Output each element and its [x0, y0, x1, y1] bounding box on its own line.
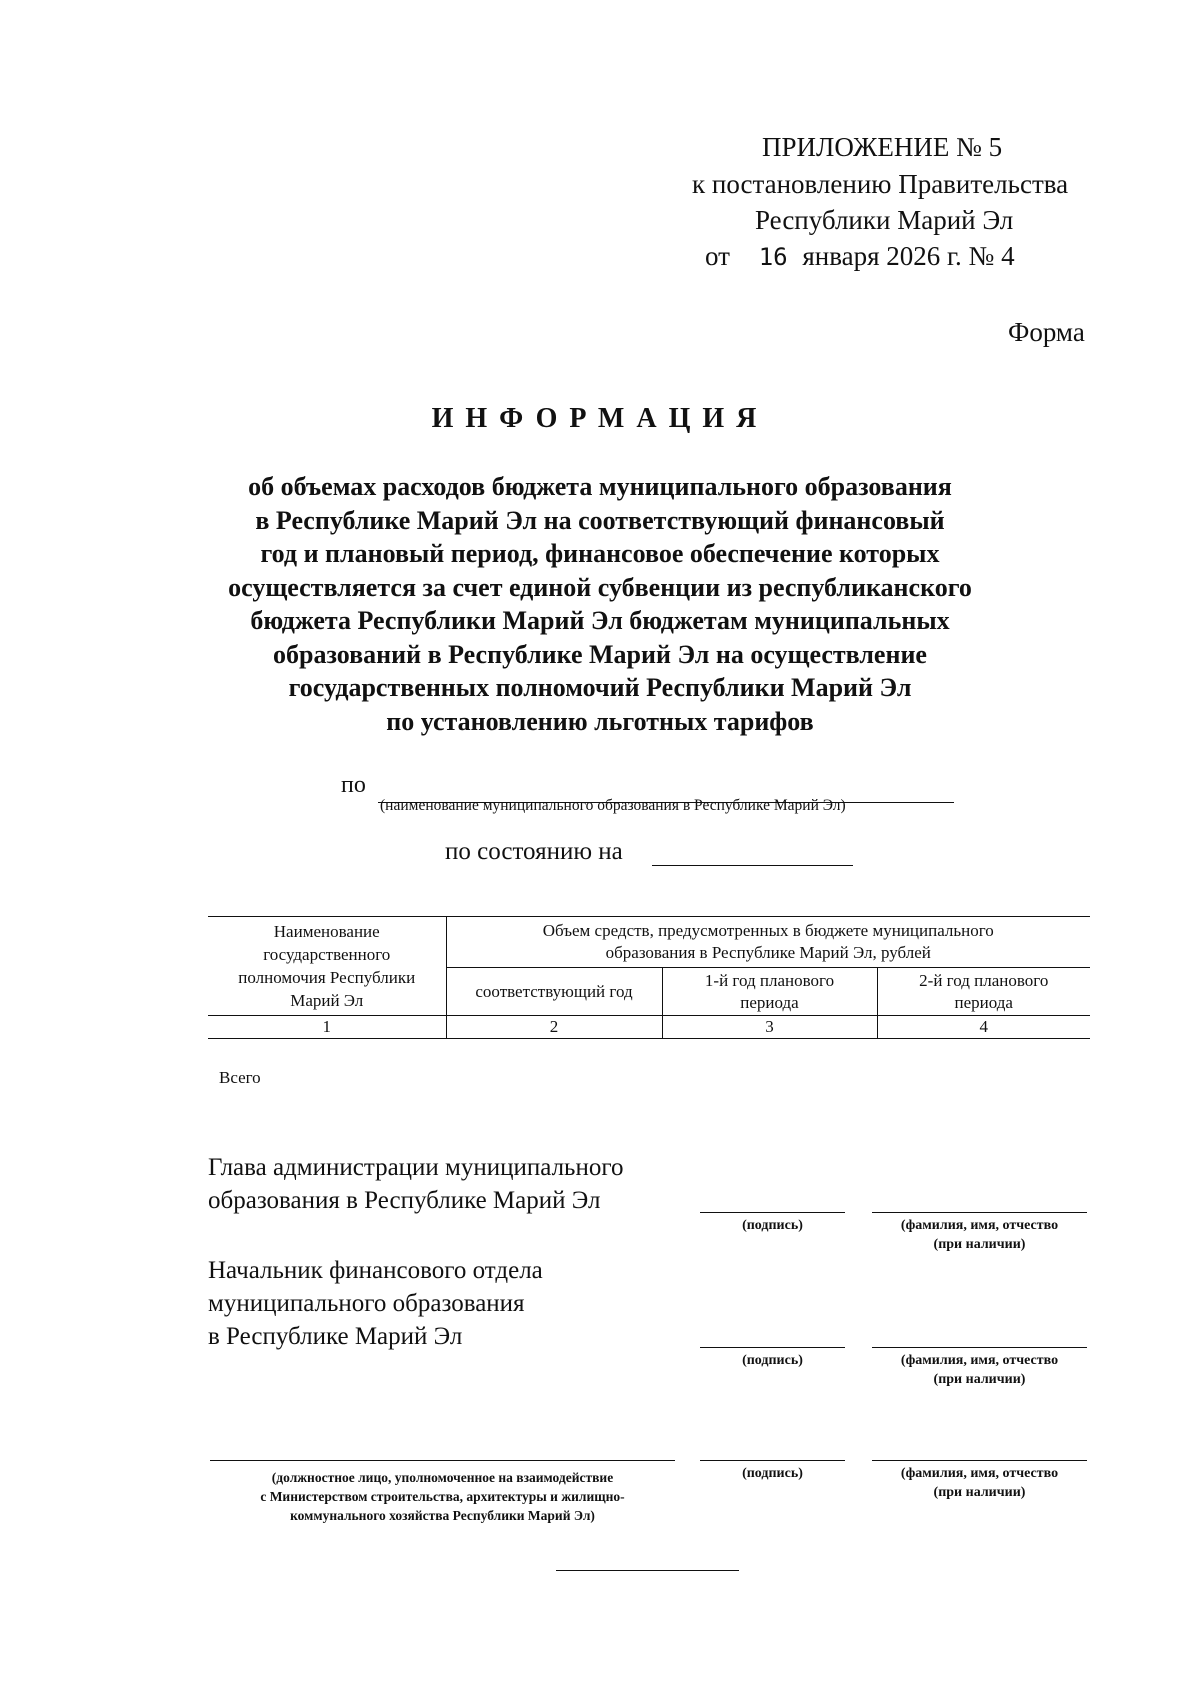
- role-line: Начальник финансового отдела: [208, 1257, 543, 1284]
- role-line: муниципального образования: [208, 1290, 525, 1317]
- finance-role: [208, 1254, 543, 1353]
- finance-name-caption: [872, 1351, 1087, 1389]
- column-number: 1: [208, 1016, 446, 1039]
- head-signature-line[interactable]: [700, 1212, 845, 1213]
- total-label: Всего: [219, 1068, 261, 1087]
- header-planning-year-2: [877, 968, 1090, 1016]
- official-position-caption: [210, 1468, 675, 1525]
- official-signature-caption: (подпись): [742, 1466, 803, 1481]
- finance-signature-caption: (подпись): [742, 1353, 803, 1368]
- decree-date: [705, 237, 1015, 276]
- sub-header-line: соответствующий год: [475, 981, 633, 1001]
- decree-reference: к постановлению Правительства: [692, 169, 1069, 199]
- col1-header-line: Марий Эл: [290, 991, 364, 1010]
- header-current-year: [446, 968, 662, 1016]
- head-role: [208, 1151, 623, 1217]
- subtitle-line: год и плановый период, финансовое обеспечение которых: [260, 539, 940, 568]
- funds-group-header: [446, 917, 1090, 968]
- caption-line: (при наличии): [933, 1485, 1026, 1500]
- caption-line: (при наличии): [933, 1237, 1026, 1252]
- subtitle-line: бюджета Республики Марий Эл бюджетам муниципальных: [250, 606, 950, 635]
- caption-line: (должностное лицо, уполномоченное на взаимодействие: [271, 1470, 614, 1485]
- date-prefix: от: [705, 241, 730, 271]
- official-name-line[interactable]: [872, 1460, 1087, 1461]
- role-line: образования в Республике Марий Эл: [208, 1187, 601, 1214]
- group-header-line: образования в Республике Марий Эл, рублей: [605, 943, 931, 962]
- col1-header: [208, 917, 446, 1016]
- by-prefix: по: [341, 772, 366, 798]
- role-line: Глава администрации муниципального: [208, 1154, 624, 1181]
- caption-line: (фамилия, имя, отчество: [900, 1466, 1059, 1481]
- group-header-line: Объем средств, предусмотренных в бюджете муниципального: [542, 921, 994, 940]
- appendix-number: ПРИЛОЖЕНИЕ № 5: [762, 132, 1003, 162]
- col1-header-line: полномочия Республики: [238, 968, 416, 987]
- head-name-line[interactable]: [872, 1212, 1087, 1213]
- subtitle-line: в Республике Марий Эл на соответствующий финансовый: [255, 505, 945, 535]
- sub-header-line: периода: [954, 992, 1013, 1012]
- document-subtitle: [0, 470, 1200, 738]
- closing-separator: [556, 1570, 739, 1571]
- form-label: Форма: [1008, 317, 1085, 347]
- sub-header-line: 2-й год планового: [919, 970, 1049, 990]
- subtitle-line: об объемах расходов бюджета муниципального образования: [248, 472, 952, 501]
- column-number: 4: [877, 1016, 1090, 1039]
- caption-line: с Министерством строительства, архитектуры и жилищно-: [260, 1489, 625, 1504]
- finance-signature-line[interactable]: [700, 1347, 845, 1348]
- column-number: 2: [446, 1016, 662, 1039]
- caption-line: (при наличии): [933, 1372, 1026, 1387]
- caption-line: (фамилия, имя, отчество: [900, 1218, 1059, 1233]
- document-title: ИНФОРМАЦИЯ: [431, 403, 769, 434]
- subtitle-line: образований в Республике Марий Эл на осуществление: [273, 639, 927, 669]
- official-signature-line[interactable]: [700, 1460, 845, 1461]
- col1-header-line: государственного: [263, 945, 391, 964]
- subtitle-line: государственных полномочий Республики Марий Эл: [288, 673, 912, 702]
- head-name-caption: [872, 1216, 1087, 1254]
- caption-line: коммунального хозяйства Республики Марий Эл): [290, 1508, 595, 1523]
- header-planning-year-1: [662, 968, 877, 1016]
- role-line: в Республике Марий Эл: [208, 1323, 463, 1350]
- subtitle-line: осуществляется за счет единой субвенции из республиканского: [228, 572, 972, 602]
- sub-header-line: 1-й год планового: [704, 970, 835, 990]
- republic-name: Республики Марий Эл: [755, 205, 1014, 235]
- date-rest: января 2026 г. № 4: [802, 241, 1015, 271]
- municipality-caption: (наименование муниципального образования в Республике Марий Эл): [380, 797, 846, 814]
- column-number: 3: [662, 1016, 877, 1039]
- official-name-caption: [872, 1464, 1087, 1502]
- expenditure-table: [208, 916, 1090, 1039]
- official-position-line[interactable]: [210, 1460, 675, 1461]
- caption-line: (фамилия, имя, отчество: [900, 1353, 1059, 1368]
- head-signature-caption: (подпись): [742, 1218, 803, 1233]
- date-day: 16: [758, 243, 788, 271]
- finance-name-line[interactable]: [872, 1347, 1087, 1348]
- subtitle-line: по установлению льготных тарифов: [386, 706, 814, 736]
- as-of-label: по состоянию на: [445, 838, 623, 865]
- sub-header-line: периода: [740, 992, 799, 1012]
- as-of-date-field[interactable]: [652, 843, 853, 866]
- col1-header-line: Наименование: [273, 922, 380, 941]
